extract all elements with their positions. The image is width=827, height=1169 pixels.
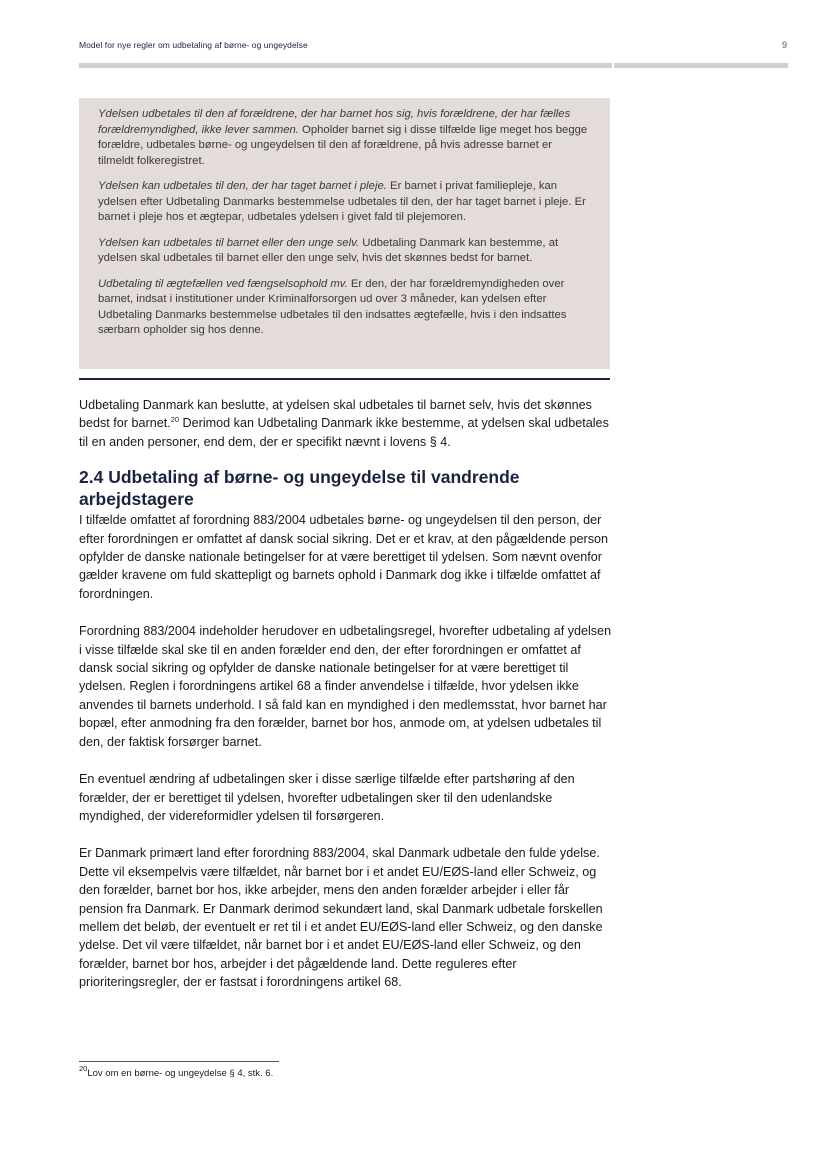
intro-text-continued: Derimod kan Udbetaling Danmark ikke bestemme, at ydelsen skal udbetales til en anden personer, end dem, der er specifikt nævnt i lovens § 4.	[79, 416, 609, 449]
body-paragraph: Forordning 883/2004 indeholder herudover en udbetalingsregel, hvorefter udbetaling af ydelsen i visse tilfælde skal ske til en anden forælder end den, der efter forordningen er omfattet af dansk social sikring og opfylder de danske nationale betingelser for at være berettiget til ydelsen. Reglen i forordningens artikel 68 a finder anvendelse i tilfælde, hvor ydelsen ikke anvendes til barnets underhold. I så fald kan en myndighed i den medlemsstat, hvor barnet har bopæl, efter anmodning fra den forælder, barnet bor hos, anmode om, at ydelsen udbetales til den, der faktisk forsørger barnet.	[79, 624, 612, 749]
info-box-lead: Udbetaling til ægtefællen ved fængselsophold mv.	[98, 277, 348, 290]
info-box	[79, 98, 610, 369]
footnote-reference[interactable]: 20	[170, 415, 180, 425]
info-box-text: Er den, der har forældremyndigheden over barnet, indsat i institutioner under Kriminalforsorgen ud over 3 måneder, kan ydelsen efter Udbetaling Danmarks bestemmelse udbetales til den indsattes ægtefælle, hvis i den indsattes særbarn opholder sig hos denne.	[98, 277, 567, 336]
intro-text: Udbetaling Danmark kan beslutte, at ydelsen skal udbetales til barnet selv, hvis det skønnes bedst for barnet.	[79, 398, 592, 431]
footnote-text: Lov om en børne- og ungeydelse § 4, stk. 6.	[87, 1068, 274, 1079]
box-bottom-rule	[79, 378, 610, 380]
info-box-paragraph	[98, 277, 590, 339]
footnote-rule	[79, 1061, 279, 1062]
footnote	[79, 1064, 274, 1079]
info-box-lead: Ydelsen kan udbetales til barnet eller den unge selv.	[98, 236, 360, 249]
main-content	[79, 396, 612, 1011]
body-paragraph: Er Danmark primært land efter forordning 883/2004, skal Danmark udbetale den fulde ydelse. Dette vil eksempelvis være tilfældet, når barnet bor i et andet EU/EØS-land eller Schweiz, og den forælder, barnet bor hos, ikke arbejder, mens den anden forælder arbejder i eller får pension fra Danmark. Er Danmark derimod sekundært land, skal Danmark udbetale forskellen mellem det beløb, der eventuelt er ret til i et andet EU/EØS-land eller Schweiz, og den danske ydelse. Det vil være tilfældet, når barnet bor i et andet EU/EØS-land eller Schweiz, og den forælder, barnet bor hos, arbejder i det pågældende land. Dette reguleres efter prioriteringsregler, der er fastsat i forordningens artikel 68.	[79, 846, 603, 990]
section-heading: 2.4 Udbetaling af børne- og ungeydelse til vandrende arbejdstagere	[79, 467, 520, 510]
body-paragraph: En eventuel ændring af udbetalingen sker i disse særlige tilfælde efter partshøring af den forælder, der er berettiget til ydelsen, hvorefter udbetalingen sker til den udenlandske myndighed, der videreformidler ydelsen til forsørgeren.	[79, 772, 575, 823]
info-box-lead: Ydelsen udbetales til den af forældrene, der har barnet hos sig, hvis forældrene, der har fælles forældremyndighed, ikke lever sammen.	[98, 108, 571, 136]
info-box-paragraph	[98, 107, 590, 169]
running-header-title: Model for nye regler om udbetaling af børne- og ungeydelse	[79, 40, 308, 50]
header-rule	[79, 63, 788, 68]
info-box-paragraph	[98, 179, 590, 226]
info-box-text: Opholder barnet sig i disse tilfælde lige meget hos begge forældre, udbetales børne- og ungeydelsen til den af forældrene, på hvis adresse barnet er tilmeldt folkeregistret.	[98, 123, 588, 167]
body-paragraph: I tilfælde omfattet af forordning 883/2004 udbetales børne- og ungeydelsen til den person, der efter forordningen er omfattet af dansk social sikring. Det er et krav, at den pågældende person opfylder de danske nationale betingelser for at være berettiget til ydelsen. Som nævnt ovenfor gælder kravene om fuld skattepligt og barnets ophold i Danmark dog ikke i tilfælde omfattet af forordningen.	[79, 513, 608, 601]
footnote-number: 20	[79, 1064, 88, 1073]
info-box-text: Udbetaling Danmark kan bestemme, at ydelsen skal udbetales til barnet eller den unge selv, hvis det skønnes bedst for barnet.	[98, 236, 559, 264]
info-box-paragraph	[98, 236, 590, 267]
info-box-lead: Ydelsen kan udbetales til den, der har taget barnet i pleje.	[98, 180, 387, 192]
intro-paragraph	[79, 396, 612, 451]
page-number: 9	[781, 40, 787, 50]
info-box-text: Er barnet i privat familiepleje, kan ydelsen efter Udbetaling Danmarks bestemmelse udbetales til den, der har taget barnet i pleje. Er barnet i pleje hos et ægtepar, udbetales ydelsen i givet fald til plejemoren.	[98, 180, 586, 223]
